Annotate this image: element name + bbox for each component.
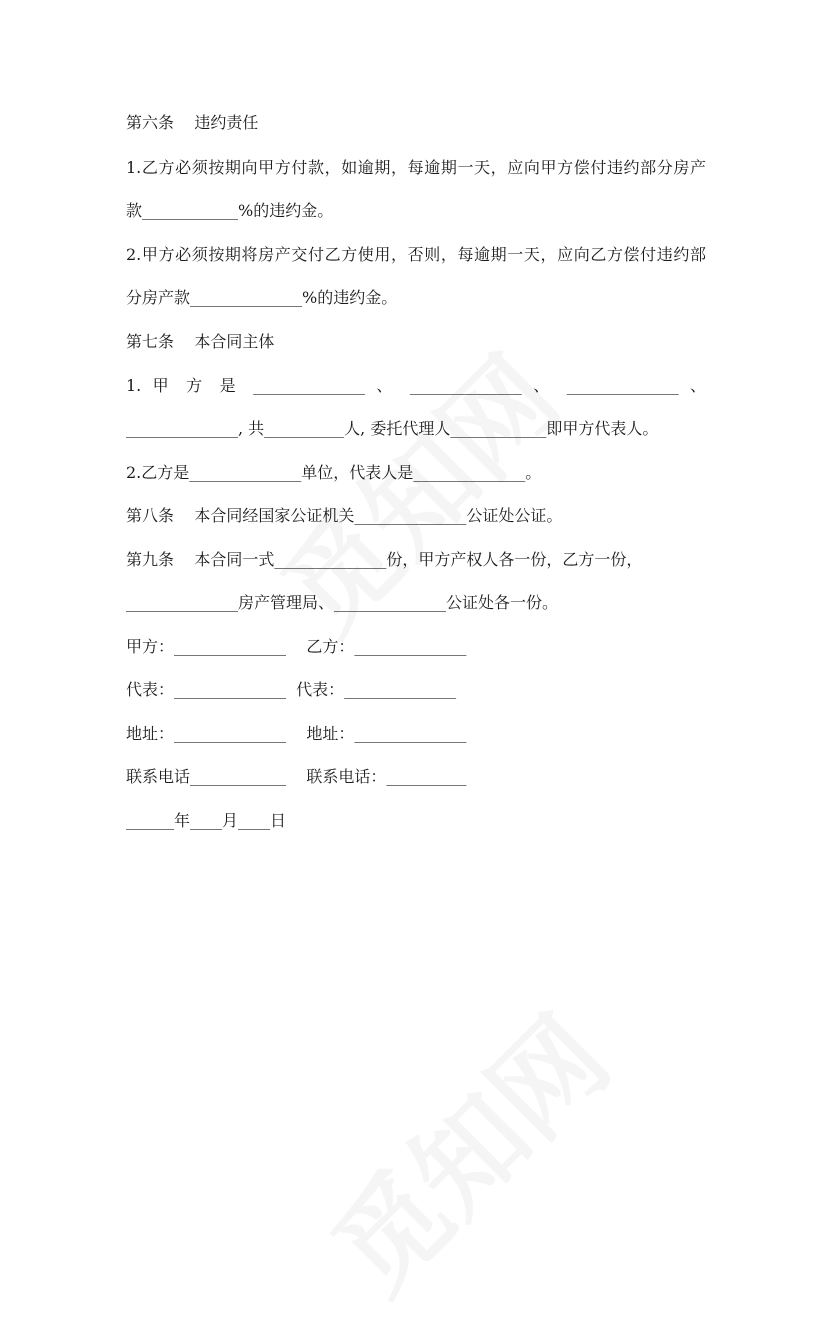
article-7-heading: 第七条 本合同主体 (126, 332, 275, 351)
signature-address-row: 地址：______________ 地址：______________ (126, 724, 467, 743)
article-7-clause-1: 1. 甲 方 是 ______________ 、 ______________ 、 ______________ 、 (126, 376, 706, 395)
watermark (292, 976, 637, 1321)
signature-representative-row: 代表：______________ 代表：______________ (126, 680, 457, 699)
article-6-clause-1: 1.乙方必须按期向甲方付款，如逾期，每逾期一天，应向甲方偿付违约部分房产 (126, 158, 706, 177)
article-6-clause-2: 2.甲方必须按期将房产交付乙方使用，否则，每逾期一天，应向乙方偿付违约部 (126, 245, 706, 264)
article-8: 第八条 本合同经国家公证机关______________公证处公证。 (126, 506, 563, 525)
article-6-clause-2-cont: 分房产款______________%的违约金。 (126, 288, 398, 307)
article-9: 第九条 本合同一式______________份，甲方产权人各一份，乙方一份， (126, 550, 643, 569)
article-6-clause-1-cont: 款____________%的违约金。 (126, 201, 334, 220)
signature-phone-row: 联系电话____________ 联系电话：__________ (126, 767, 467, 786)
signature-date-row: ______年____月____日 (126, 811, 287, 830)
article-7-clause-2: 2.乙方是______________单位，代表人是______________。 (126, 463, 542, 482)
article-7-clause-1-cont: ______________, 共__________人, 委托代理人____________即甲方代表人。 (126, 419, 659, 438)
article-9-cont: ______________房产管理局、______________公证处各一份。 (126, 593, 559, 612)
signature-party-row: 甲方：______________ 乙方：______________ (126, 637, 467, 656)
article-6-heading: 第六条 违约责任 (126, 113, 259, 132)
